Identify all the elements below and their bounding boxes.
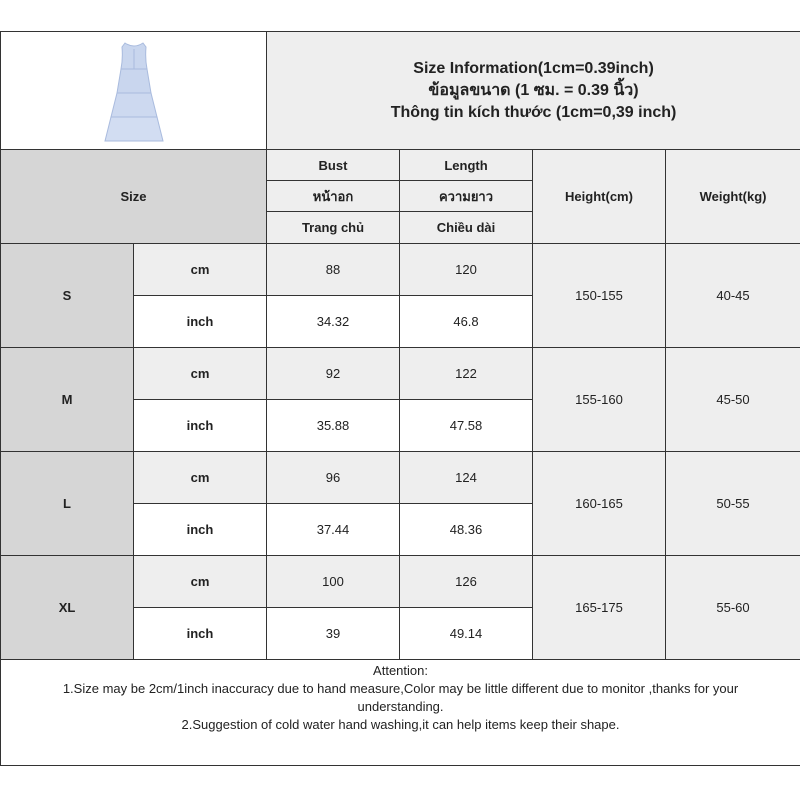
table-row [1, 556, 800, 608]
length-value: 49.14 [400, 608, 533, 660]
weight-value: 50-55 [666, 452, 800, 556]
size-table [0, 31, 800, 766]
size-label: S [1, 244, 134, 348]
size-label: M [1, 348, 134, 452]
dress-product-image [75, 35, 193, 147]
height-value: 150-155 [533, 244, 666, 348]
length-header-vi: Chiều dài [400, 212, 533, 244]
unit-label: cm [134, 452, 267, 504]
length-value: 124 [400, 452, 533, 504]
title-vietnamese: Thông tin kích thước (1cm=0,39 inch) [390, 103, 677, 121]
height-value: 160-165 [533, 452, 666, 556]
length-header-th: ความยาว [400, 181, 533, 212]
unit-label: inch [134, 296, 267, 348]
bust-value: 39 [267, 608, 400, 660]
length-value: 122 [400, 348, 533, 400]
weight-value: 55-60 [666, 556, 800, 660]
length-value: 120 [400, 244, 533, 296]
table-row [1, 452, 800, 504]
size-chart [0, 31, 800, 766]
height-value: 155-160 [533, 348, 666, 452]
bust-value: 96 [267, 452, 400, 504]
product-image-cell [1, 32, 267, 150]
size-info-header [267, 32, 800, 150]
bust-header-vi: Trang chủ [267, 212, 400, 244]
attention-notes [1, 660, 800, 766]
bust-value: 34.32 [267, 296, 400, 348]
unit-label: inch [134, 608, 267, 660]
attention-line-2: 2.Suggestion of cold water hand washing,it can help items keep their shape. [181, 717, 620, 732]
unit-label: cm [134, 348, 267, 400]
table-row [1, 348, 800, 400]
height-value: 165-175 [533, 556, 666, 660]
bust-value: 100 [267, 556, 400, 608]
unit-label: inch [134, 504, 267, 556]
unit-label: cm [134, 244, 267, 296]
title-english: Size Information(1cm=0.39inch) [413, 59, 654, 77]
bust-header-th: หน้าอก [267, 181, 400, 212]
weight-value: 45-50 [666, 348, 800, 452]
weight-value: 40-45 [666, 244, 800, 348]
bust-value: 92 [267, 348, 400, 400]
bust-value: 37.44 [267, 504, 400, 556]
size-label: L [1, 452, 134, 556]
table-row [1, 244, 800, 296]
unit-label: cm [134, 556, 267, 608]
length-header-en: Length [400, 150, 533, 181]
length-value: 46.8 [400, 296, 533, 348]
title-thai: ข้อมูลขนาด (1 ซม. = 0.39 นิ้ว) [428, 81, 639, 99]
size-column-header: Size [1, 150, 267, 244]
bust-value: 35.88 [267, 400, 400, 452]
bust-value: 88 [267, 244, 400, 296]
length-value: 47.58 [400, 400, 533, 452]
bust-header-en: Bust [267, 150, 400, 181]
length-value: 126 [400, 556, 533, 608]
size-label: XL [1, 556, 134, 660]
attention-line-1: 1.Size may be 2cm/1inch inaccuracy due to hand measure,Color may be little different due to monitor ,thanks for your understanding. [62, 681, 739, 714]
attention-heading: Attention: [373, 663, 428, 678]
weight-header: Weight(kg) [666, 150, 800, 244]
length-value: 48.36 [400, 504, 533, 556]
unit-label: inch [134, 400, 267, 452]
height-header: Height(cm) [533, 150, 666, 244]
